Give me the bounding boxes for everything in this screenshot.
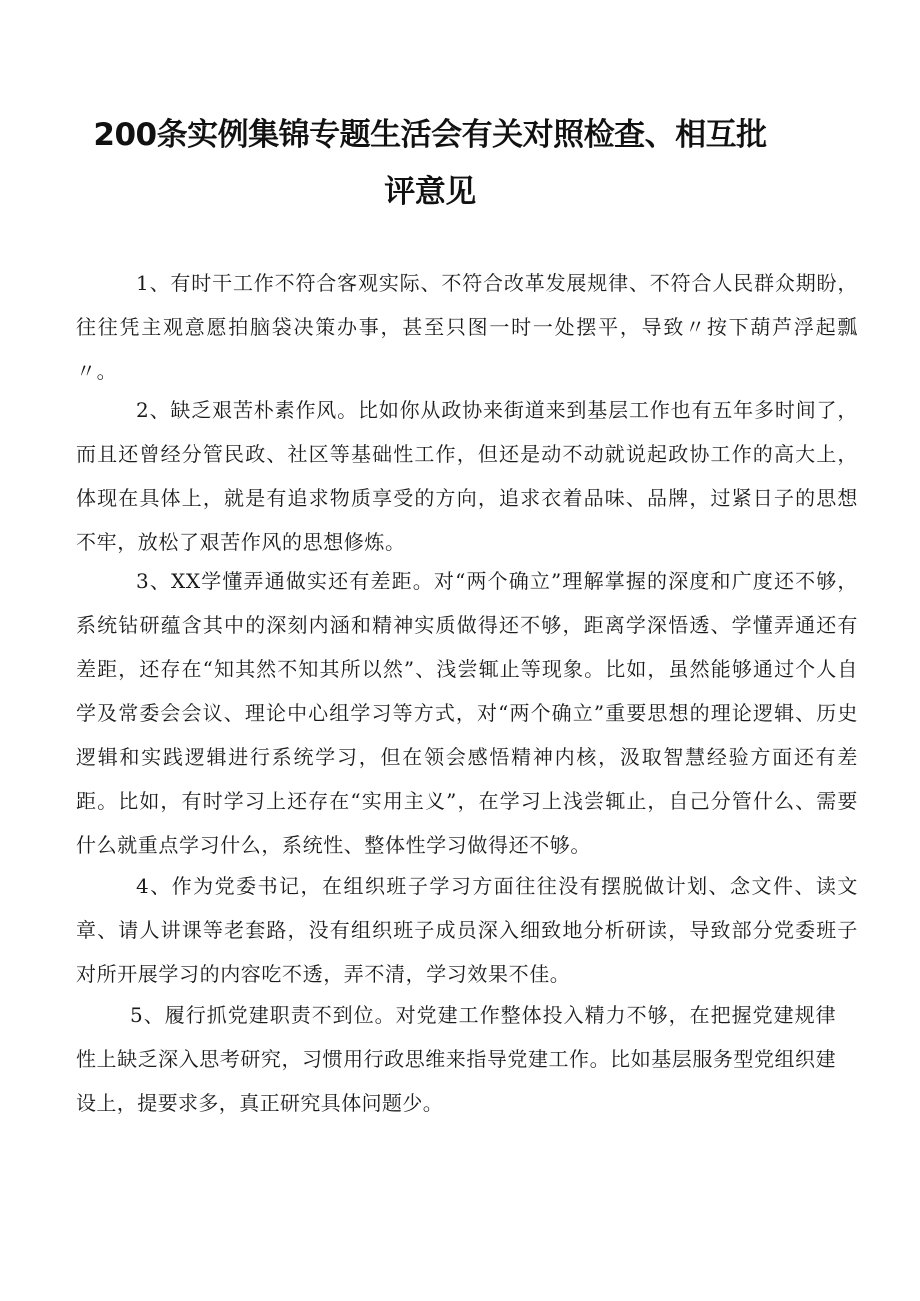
document-title-line-2: 评意见 <box>384 174 476 210</box>
paragraph-2: 2、缺乏艰苦朴素作风。比如你从政协来街道来到基层工作也有五年多时间了，而且还曾经分管民政、社区等基础性工作，但还是动不动就说起政协工作的高大上，体现在具体上，就是有追求物质享受的方向，追求衣着品味、品牌，过紧日子的思想不牢，放松了艰苦作风的思想修炼。 <box>76 398 858 554</box>
paragraph-1: 1、有时干工作不符合客观实际、不符合改革发展规律、不符合人民群众期盼，往往凭主观意愿拍脑袋决策办事，甚至只图一时一处摆平，导致〃按下葫芦浮起瓢〃。 <box>76 271 858 383</box>
paragraph-4: 4、作为党委书记，在组织班子学习方面往往没有摆脱做计划、念文件、读文章、请人讲课等老套路，没有组织班子成员深入细致地分析研读，导致部分党委班子对所开展学习的内容吃不透，弄不清，学习效果不佳。 <box>76 874 858 986</box>
paragraph-5: 5、履行抓党建职责不到位。对党建工作整体投入精力不够，在把握党建规律性上缺乏深入思考研究，习惯用行政思维来指导党建工作。比如基层服务型党组织建设上，提要求多，真正研究具体问题少。 <box>76 1003 836 1115</box>
paragraph-3: 3、XX学懂弄通做实还有差距。对“两个确立”理解掌握的深度和广度还不够，系统钻研蕴含其中的深刻内涵和精神实质做得还不够，距离学深悟透、学懂弄通还有差距，还存在“知其然不知其所以然”、浅尝辄止等现象。比如，虽然能够通过个人自学及常委会会议、理论中心组学习等方式，对“两个确立”重要思想的理论逻辑、历史逻辑和实践逻辑进行系统学习，但在领会感悟精神内核，汲取智慧经验方面还有差距。比如，有时学习上还存在“实用主义”，在学习上浅尝辄止，自己分管什么、需要什么就重点学习什么，系统性、整体性学习做得还不够。 <box>76 569 858 857</box>
document-title-line-1: 200条实例集锦专题生活会有关对照检查、相互批 <box>93 117 767 153</box>
